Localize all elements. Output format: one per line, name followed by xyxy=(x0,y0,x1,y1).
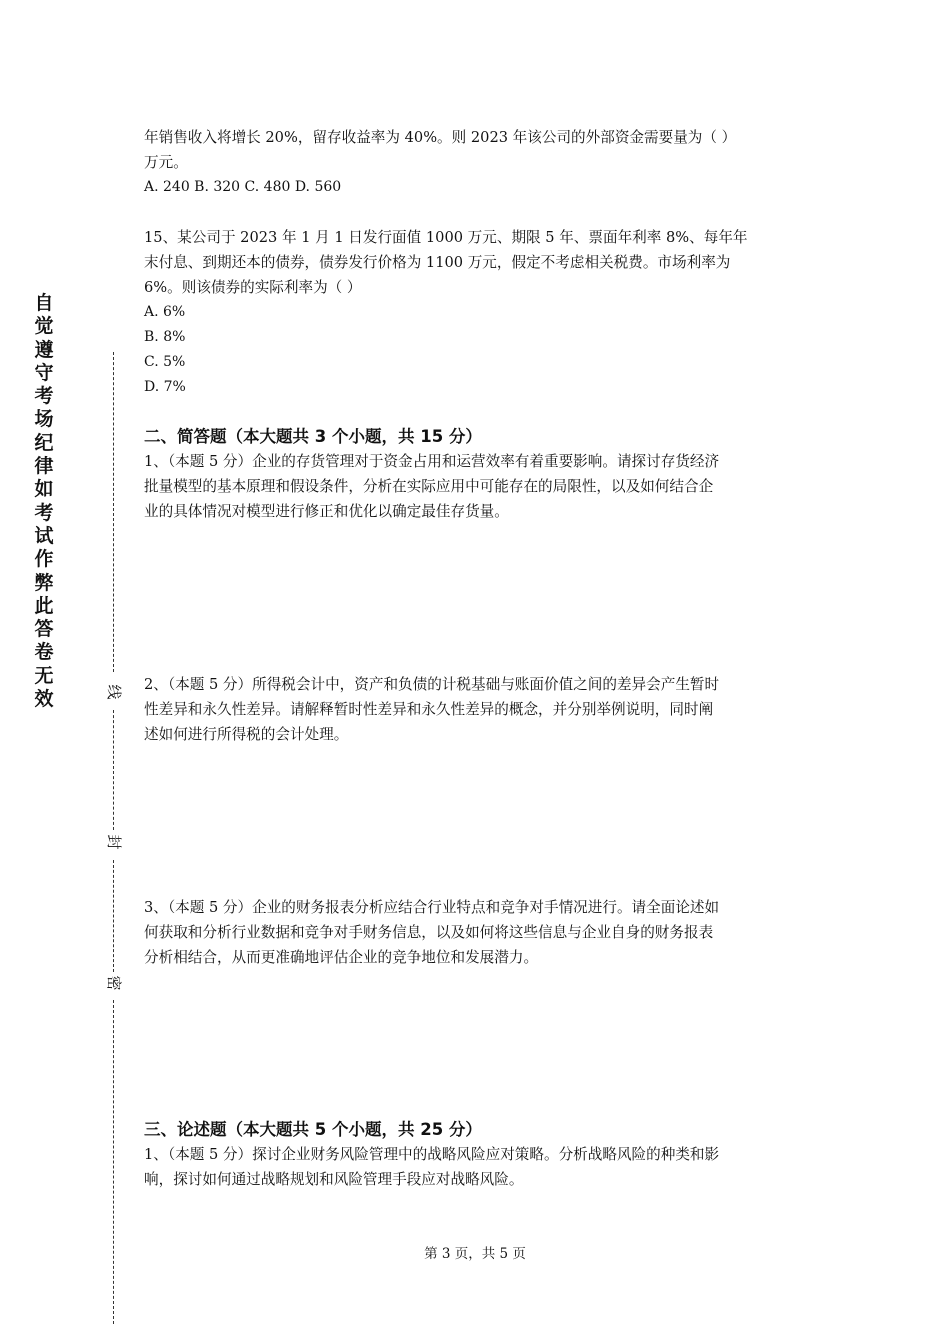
section-title: 二、简答题（本大题共 3 个小题，共 15 分） xyxy=(144,427,482,446)
binding-label-xian: 线 xyxy=(105,684,123,700)
answer-space xyxy=(144,524,812,672)
page-footer: 第 3 页，共 5 页 xyxy=(424,1246,526,1262)
section-short-answer xyxy=(144,425,812,1118)
section-title: 三、论述题（本大题共 5 个小题，共 25 分） xyxy=(144,1120,482,1139)
binding-label-feng: 封 xyxy=(105,834,123,850)
dashed-line-segment xyxy=(113,1000,114,1324)
question-text-line: 性差异和永久性差异。请解释暂时性差异和永久性差异的概念，并分别举例说明，同时阐 xyxy=(144,701,714,718)
essay-question-1 xyxy=(144,1142,812,1192)
question-text-line: 响，探讨如何通过战略规划和风险管理手段应对战略风险。 xyxy=(144,1171,524,1188)
option-a: A. 6% xyxy=(144,304,186,320)
option-b: B. 8% xyxy=(144,329,186,345)
question-text-line: 分析相结合，从而更准确地评估企业的竞争地位和发展潜力。 xyxy=(144,949,539,966)
dashed-line-segment xyxy=(113,860,114,972)
question-text-line: 15、某公司于 2023 年 1 月 1 日发行面值 1000 万元、期限 5 年、票面年利率 8%、每年年 xyxy=(144,229,748,246)
question-text-line: 1、（本题 5 分）企业的存货管理对于资金占用和运营效率有着重要影响。请探讨存货经济 xyxy=(144,453,720,470)
question-15 xyxy=(144,225,812,400)
answer-space xyxy=(144,970,812,1118)
question-text-line: 年销售收入将增长 20%，留存收益率为 40%。则 2023 年该公司的外部资金需要量为（ ） xyxy=(144,129,737,146)
question-text-line: 业的具体情况对模型进行修正和优化以确定最佳存货量。 xyxy=(144,503,509,520)
dashed-line-segment xyxy=(113,710,114,830)
section-essay xyxy=(144,1118,812,1192)
question-text-line: 批量模型的基本原理和假设条件，分析在实际应用中可能存在的局限性，以及如何结合企 xyxy=(144,478,714,495)
question-text-line: 末付息、到期还本的债券，债券发行价格为 1100 万元，假定不考虑相关税费。市场利率为 xyxy=(144,254,731,271)
binding-label-mi: 密 xyxy=(105,975,123,991)
question-text-line: 3、（本题 5 分）企业的财务报表分析应结合行业特点和竞争对手情况进行。请全面论述如 xyxy=(144,899,720,916)
binding-line xyxy=(104,352,124,1324)
side-notice: 自 觉 遵 守 考 场 纪 律 如 考 试 作 弊 此 答 卷 无 效 xyxy=(34,292,54,711)
short-answer-question-1 xyxy=(144,449,812,524)
dashed-line-segment xyxy=(113,352,114,672)
question-content xyxy=(144,125,812,1192)
short-answer-question-3 xyxy=(144,895,812,970)
question-text-line: 1、（本题 5 分）探讨企业财务风险管理中的战略风险应对策略。分析战略风险的种类和影 xyxy=(144,1146,720,1163)
question-options: A. 240 B. 320 C. 480 D. 560 xyxy=(144,179,342,195)
question-14 xyxy=(144,125,812,200)
short-answer-question-2 xyxy=(144,672,812,747)
answer-space xyxy=(144,747,812,895)
option-d: D. 7% xyxy=(144,379,186,395)
question-text-line: 2、（本题 5 分）所得税会计中，资产和负债的计税基础与账面价值之间的差异会产生暂时 xyxy=(144,676,720,693)
option-c: C. 5% xyxy=(144,354,186,370)
question-text-line: 述如何进行所得税的会计处理。 xyxy=(144,726,349,743)
question-text-line: 万元。 xyxy=(144,154,188,171)
question-text-line: 何获取和分析行业数据和竞争对手财务信息，以及如何将这些信息与企业自身的财务报表 xyxy=(144,924,714,941)
question-text-line: 6%。则该债券的实际利率为（ ） xyxy=(144,279,362,296)
